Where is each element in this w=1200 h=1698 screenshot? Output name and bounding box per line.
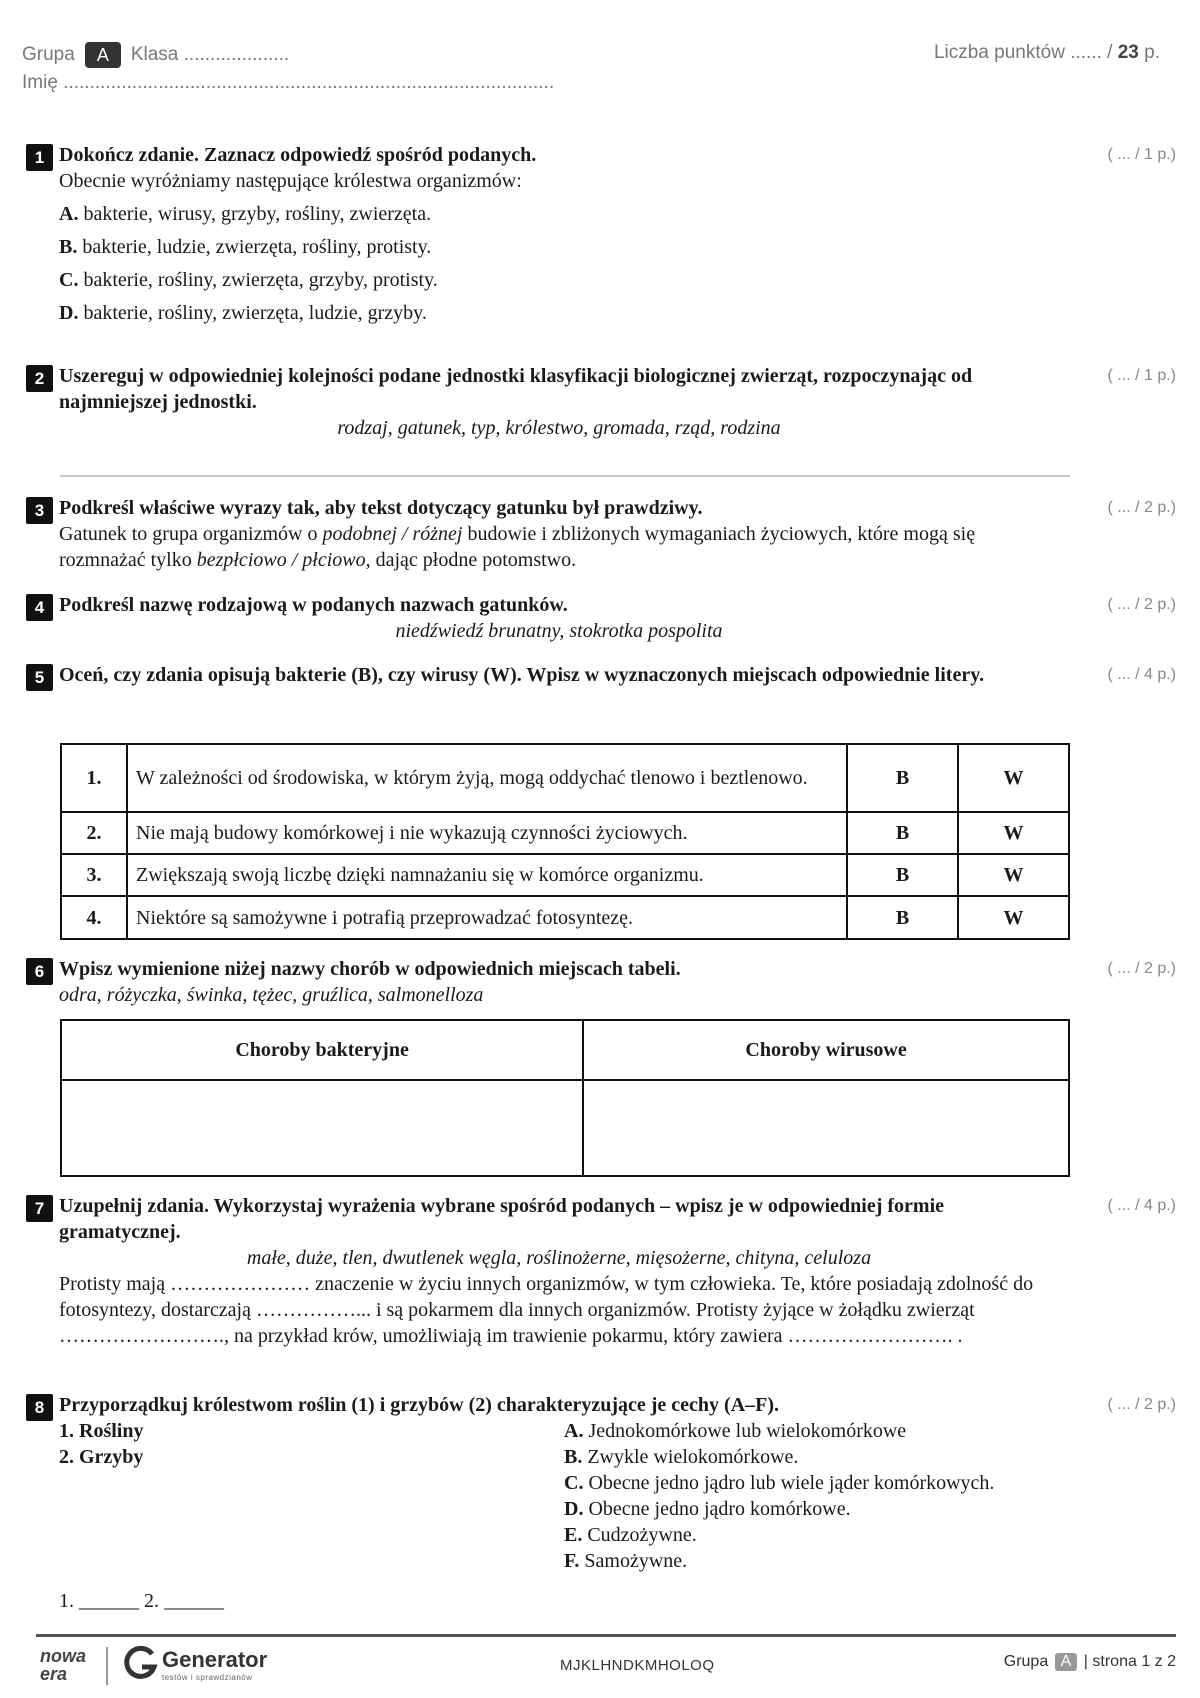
question-number: 1 — [26, 144, 53, 171]
row-number: 4. — [61, 896, 127, 939]
group-label: Grupa — [22, 44, 75, 65]
question-title: Uzupełnij zdania. Wykorzystaj wyrażenia wybrane spośród podanych – wpisz je w odpowiedniej formie gramatycznej. — [59, 1195, 945, 1243]
name-field: Imię ............................................................................................. — [22, 72, 555, 93]
question-title: Wpisz wymienione niżej nazwy chorób w odpowiednich miejscach tabeli. — [59, 958, 681, 980]
class-field: Klasa .................... — [130, 44, 290, 65]
row-statement: Niektóre są samożywne i potrafią przeprowadzać fotosyntezę. — [127, 896, 847, 939]
table-row — [61, 896, 1069, 939]
feature-b: B. Zwykle wielokomórkowe. — [564, 1446, 799, 1468]
species-names[interactable]: niedźwiedź brunatny, stokrotka pospolita — [395, 620, 723, 642]
document-code: MJKLHNDKMHOLOQ — [560, 1657, 715, 1674]
generator-g-icon — [122, 1645, 158, 1683]
row-statement: Nie mają budowy komórkowej i nie wykazują czynności życiowych. — [127, 812, 847, 854]
question-points: ( ... / 2 p.) — [1107, 499, 1176, 516]
group-badge: A — [85, 42, 121, 68]
question-number: 7 — [26, 1195, 53, 1222]
choice-b[interactable]: B — [847, 854, 958, 896]
word-bank: małe, duże, tlen, dwutlenek węgla, roślinożerne, mięsożerne, chityna, celuloza — [246, 1247, 872, 1269]
page-footer — [36, 1634, 1176, 1687]
generator-subtitle: testów i sprawdzianów — [162, 1673, 253, 1682]
fill-in-text[interactable]: Protisty mają ………………… znaczenie w życiu innych organizmów, w tym człowieka. Te, które posiadają zdolność do fotosyntezy, dostarczają ……………... i są pokarmem dla innych organizmów. Protisty żyjące w żołądku zwierząt ……………………., na przykład krów, umożliwiają im trawienie pokarmu, który zawiera ……………………. . — [59, 1273, 1034, 1347]
question-title: Podkreśl nazwę rodzajową w podanych nazwach gatunków. — [59, 594, 568, 616]
viral-answer-cell[interactable] — [583, 1080, 1069, 1176]
question-8 — [26, 1392, 1176, 1614]
table-row — [61, 812, 1069, 854]
question-text: Gatunek to grupa organizmów o podobnej / różnej budowie i zbliżonych wymaganiach życiowych, które mogą się rozmnażać tylko bezpłciowo / płciowo, dając płodne potomstwo. — [59, 523, 976, 571]
question-4 — [26, 592, 1176, 644]
question-2 — [26, 363, 1176, 441]
question-points: ( ... / 4 p.) — [1107, 666, 1176, 683]
choice-b[interactable]: B — [847, 744, 958, 812]
question-points: ( ... / 2 p.) — [1107, 960, 1176, 977]
question-number: 2 — [26, 365, 53, 392]
choice-w[interactable]: W — [958, 854, 1069, 896]
question-number: 8 — [26, 1394, 53, 1421]
answer-option-b[interactable]: B. bakterie, ludzie, zwierzęta, rośliny, protisty. — [59, 236, 432, 258]
points-total: 23 — [1117, 42, 1139, 63]
question-title: Przyporządkuj królestwom roślin (1) i grzybów (2) charakteryzujące je cechy (A–F). — [59, 1394, 780, 1416]
points-summary: Liczba punktów ...... / 23 p. — [933, 42, 1160, 63]
table-row — [61, 744, 1069, 812]
row-statement: Zwiększają swoją liczbę dzięki namnażaniu się w komórce organizmu. — [127, 854, 847, 896]
feature-a: A. Jednokomórkowe lub wielokomórkowe — [564, 1420, 907, 1442]
choice-w[interactable]: W — [958, 896, 1069, 939]
bacterial-answer-cell[interactable] — [61, 1080, 583, 1176]
generator-logo — [122, 1645, 292, 1685]
question-title: Oceń, czy zdania opisują bakterie (B), czy wirusy (W). Wpisz w wyznaczonych miejscach odpowiednie litery. — [59, 664, 985, 686]
choice-similarity[interactable]: podobnej / różnej — [322, 523, 463, 545]
question-number: 4 — [26, 594, 53, 621]
nowa-era-logo: nowa era — [40, 1646, 87, 1684]
row-statement: W zależności od środowiska, w którym żyją, mogą oddychać tlenowo i beztlenowo. — [127, 744, 847, 812]
question-number: 5 — [26, 664, 53, 691]
choice-b[interactable]: B — [847, 896, 958, 939]
question-stem: Obecnie wyróżniamy następujące królestwa organizmów: — [59, 170, 522, 192]
question-1 — [26, 142, 1176, 326]
generator-title: Generator — [162, 1647, 268, 1672]
question-number: 3 — [26, 497, 53, 524]
choice-reproduction[interactable]: bezpłciowo / płciowo — [196, 549, 366, 571]
column-header-viral: Choroby wirusowe — [583, 1020, 1069, 1080]
feature-f: F. Samożywne. — [564, 1550, 688, 1572]
disease-table — [60, 1019, 1070, 1177]
question-points: ( ... / 4 p.) — [1107, 1197, 1176, 1214]
kingdom-plants: 1. Rośliny — [59, 1420, 144, 1442]
answer-blanks[interactable]: 1. ______ 2. ______ — [59, 1590, 224, 1612]
question-6 — [26, 956, 1176, 1008]
choice-w[interactable]: W — [958, 812, 1069, 854]
feature-d: D. Obecne jedno jądro komórkowe. — [564, 1498, 851, 1520]
choice-b[interactable]: B — [847, 812, 958, 854]
answer-option-a[interactable]: A. bakterie, wirusy, grzyby, rośliny, zwierzęta. — [59, 203, 432, 225]
answer-option-c[interactable]: C. bakterie, rośliny, zwierzęta, grzyby, protisty. — [59, 269, 438, 291]
page-number: | strona 1 z 2 — [1083, 1653, 1176, 1670]
feature-e: E. Cudzożywne. — [564, 1524, 697, 1546]
question-title: Uszereguj w odpowiedniej kolejności podane jednostki klasyfikacji biologicznej zwierząt, rozpoczynając od najmniejszej jednostki. — [59, 365, 973, 413]
question-5 — [26, 662, 1176, 688]
choice-w[interactable]: W — [958, 744, 1069, 812]
footer-group-badge: A — [1055, 1653, 1078, 1671]
question-3 — [26, 495, 1176, 573]
worksheet-header — [22, 42, 1172, 94]
table-row — [61, 854, 1069, 896]
column-header-bacterial: Choroby bakteryjne — [61, 1020, 583, 1080]
matching-section — [59, 1418, 1059, 1574]
word-bank: odra, różyczka, świnka, tężec, gruźlica, salmonelloza — [59, 984, 484, 1006]
question-title: Podkreśl właściwe wyrazy tak, aby tekst dotyczący gatunku był prawdziwy. — [59, 497, 703, 519]
question-title: Dokończ zdanie. Zaznacz odpowiedź spośród podanych. — [59, 144, 537, 166]
question-points: ( ... / 1 p.) — [1107, 367, 1176, 384]
question-points: ( ... / 1 p.) — [1107, 146, 1176, 163]
page-info: Grupa A | strona 1 z 2 — [1003, 1653, 1176, 1670]
question-number: 6 — [26, 958, 53, 985]
answer-line[interactable] — [60, 475, 1070, 477]
row-number: 2. — [61, 812, 127, 854]
question-points: ( ... / 2 p.) — [1107, 1396, 1176, 1413]
question-points: ( ... / 2 p.) — [1107, 596, 1176, 613]
bacteria-virus-table — [60, 743, 1070, 940]
answer-option-d[interactable]: D. bakterie, rośliny, zwierzęta, ludzie, grzyby. — [59, 302, 427, 324]
kingdom-fungi: 2. Grzyby — [59, 1446, 144, 1468]
row-number: 1. — [61, 744, 127, 812]
word-bank: rodzaj, gatunek, typ, królestwo, gromada, rząd, rodzina — [337, 417, 781, 439]
row-number: 3. — [61, 854, 127, 896]
logo-divider — [106, 1647, 108, 1685]
question-7 — [26, 1193, 1176, 1349]
feature-c: C. Obecne jedno jądro lub wiele jąder komórkowych. — [564, 1472, 995, 1494]
